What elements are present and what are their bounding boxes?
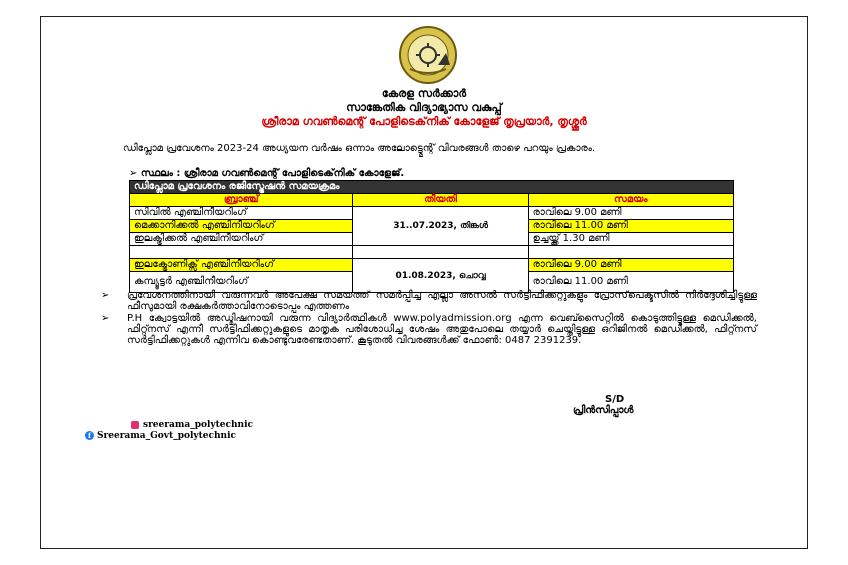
notes-list: [101, 290, 757, 347]
date-cell-1: 31..07.2023, തിങ്കൾ: [353, 207, 528, 246]
branch-cell: സിവിൽ എഞ്ചിനീയറിംഗ്: [130, 207, 353, 220]
table-spacer-row: [130, 246, 734, 259]
schedule-table: [129, 180, 734, 293]
principal-label: പ്രിൻസിപ്പാൾ: [573, 405, 634, 416]
government-title: കേരള സർക്കാർ: [381, 87, 467, 100]
document-page: [40, 16, 808, 549]
college-title: ശ്രീരാമ ഗവൺമെന്റ് പോളിടെക്‌നിക് കോളേജ് തൃപ്രയാർ, തൃശ്ശൂർ: [261, 115, 587, 128]
list-item: [101, 290, 757, 312]
department-title: സാങ്കേതിക വിദ്യാഭ്യാസ വകുപ്പ്: [346, 101, 502, 114]
table-row: [130, 207, 734, 220]
intro-text: ഡിപ്ലോമ പ്രവേശനം 2023-24 അധ്യയന വർഷം ഒന്നാം അലോട്ട്മെന്റ് വിവരങ്ങൾ താഴെ പറയും പ്രകാരം.: [123, 143, 596, 154]
time-cell: രാവിലെ 9.00 മണി: [528, 207, 733, 220]
arrow-bullet-icon: ➢: [129, 168, 141, 179]
time-cell: രാവിലെ 9.00 മണി: [528, 259, 733, 272]
table-header-row: [130, 194, 734, 207]
table-title-row: [130, 181, 734, 194]
facebook-handle[interactable]: [85, 431, 236, 441]
instagram-label: sreerama_polytechnic: [143, 420, 253, 430]
college-emblem-icon: [398, 25, 458, 85]
date-cell-2: 01.08.2023, ചൊവ്വ: [353, 259, 528, 293]
header-date: തീയതി: [353, 194, 528, 207]
branch-cell: കമ്പ്യൂട്ടർ എഞ്ചിനീയറിംഗ്: [130, 272, 353, 293]
venue-label: സ്ഥലം : ശ്രീരാമ ഗവൺമെന്റ് പോളിടെക്‌നിക് കോളേജ്.: [140, 168, 405, 179]
list-item: [101, 313, 757, 346]
instagram-handle[interactable]: [131, 420, 253, 430]
note-text: P.H ക്വോട്ടയിൽ അഡ്മിഷനായി വരുന്ന വിദ്യാർത്ഥികൾ www.polyadmission.org എന്ന വെബ്സൈറ്റിൽ കൊടുത്തിട്ടുള്ള മെഡിക്കൽ, ഫിറ്റ്നസ് എന്നീ സർട്ടിഫിക്കറ്റുകളുടെ മാതൃക പരിശോധിച്ച ശേഷം അതുപോലെ തയ്യാർ ചെയ്തിട്ടുള്ള ഒറിജിനൽ മെഡിക്കൽ, ഫിറ്റ്നസ് സർട്ടിഫിക്കറ്റുകൾ എന്നിവ കൊണ്ടുവരേണ്ടതാണ്. കൂടുതൽ വിവരങ്ങൾക്ക് ഫോൺ: 0487 2391239.: [127, 313, 757, 346]
signature-block: [573, 394, 633, 416]
time-cell: രാവിലെ 11.00 മണി: [528, 220, 733, 233]
facebook-icon: f: [85, 431, 94, 440]
signature-sd: S/D: [605, 394, 625, 405]
branch-cell: ഇലക്ട്രോണിക്സ് എഞ്ചിനീയറിംഗ്: [130, 259, 353, 272]
facebook-label: Sreerama_Govt_polytechnic: [97, 431, 236, 441]
header-branch: ബ്രാഞ്ച്: [130, 194, 353, 207]
header-time: സമയം: [528, 194, 733, 207]
note-text: പ്രവേശനത്തിനായി വരുന്നവർ അപേക്ഷ സമയത്ത് സമർപ്പിച്ച എല്ലാ അസൽ സർട്ടിഫിക്കറ്റുകളും പ്രോസ്‌പെക്ടസിൽ നിർദ്ദേശിച്ചിട്ടുള്ള ഫീസുമായി രക്ഷകർത്താവിനോടൊപ്പം എത്തണം: [127, 290, 757, 312]
arrow-bullet-icon: ➢: [101, 290, 110, 301]
table-title: ഡിപ്ലോമ പ്രവേശനം രജിസ്ട്രേഷൻ സമയക്രമം: [130, 181, 734, 194]
instagram-icon: [131, 421, 139, 429]
table-row: [130, 259, 734, 272]
arrow-bullet-icon: ➢: [101, 313, 110, 324]
time-cell: രാവിലെ 11.00 മണി: [528, 272, 733, 293]
venue-text: [129, 168, 404, 179]
branch-cell: മെക്കാനിക്കൽ എഞ്ചിനീയറിംഗ്: [130, 220, 353, 233]
branch-cell: ഇലക്ട്രിക്കൽ എഞ്ചിനീയറിംഗ്: [130, 233, 353, 246]
time-cell: ഉച്ചയ്ക്ക് 1.30 മണി: [528, 233, 733, 246]
